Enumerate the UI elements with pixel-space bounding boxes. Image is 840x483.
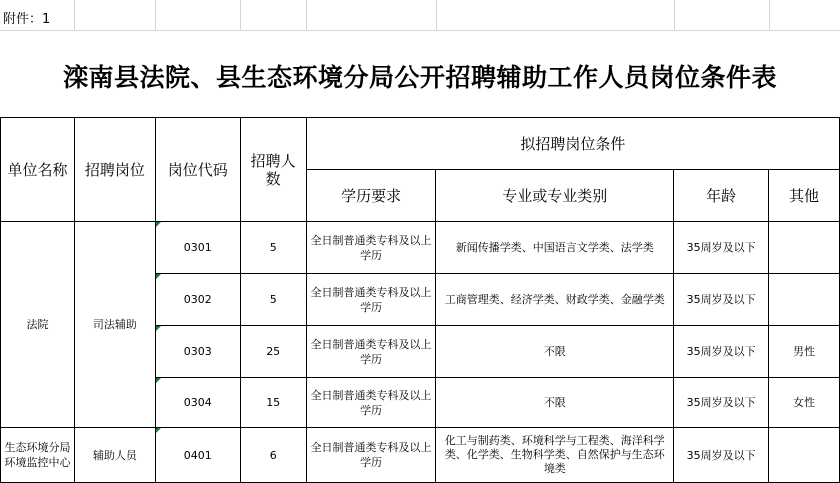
age-cell[interactable]: 35周岁及以下 (674, 378, 769, 428)
major-cell[interactable]: 工商管理类、经济学类、财政学类、金融学类 (436, 274, 674, 326)
header-count[interactable]: 招聘人数 (240, 118, 306, 222)
cell-comment-marker (156, 222, 161, 227)
post-cell[interactable]: 辅助人员 (74, 428, 155, 483)
education-cell[interactable]: 全日制普通类专科及以上学历 (306, 428, 436, 483)
unit-cell[interactable]: 法院 (1, 222, 75, 428)
code-value: 0302 (183, 293, 212, 306)
header-row-1 (1, 118, 840, 170)
code-value: 0401 (183, 448, 212, 462)
cell-comment-marker (156, 326, 161, 331)
education-cell[interactable]: 全日制普通类专科及以上学历 (306, 222, 436, 274)
code-value: 0303 (183, 345, 212, 358)
position-table (0, 117, 840, 483)
age-cell[interactable]: 35周岁及以下 (674, 222, 769, 274)
major-cell[interactable]: 化工与制药类、环境科学与工程类、海洋科学类、化学类、生物科学类、自然保护与生态环境类 (436, 428, 674, 483)
page-title: 滦南县法院、县生态环境分局公开招聘辅助工作人员岗位条件表 (62, 63, 777, 92)
attachment-label: 附件：1 (3, 12, 51, 27)
education-cell[interactable]: 全日制普通类专科及以上学历 (306, 326, 436, 378)
unit-cell[interactable]: 生态环境分局环境监控中心 (1, 428, 75, 483)
other-cell[interactable]: 女性 (769, 378, 840, 428)
code-cell[interactable] (155, 378, 240, 428)
count-cell[interactable]: 6 (240, 428, 306, 483)
code-value: 0301 (183, 241, 212, 254)
cell-comment-marker (156, 378, 161, 383)
code-cell[interactable] (155, 326, 240, 378)
code-value: 0304 (183, 396, 212, 409)
table-row (1, 222, 840, 274)
count-cell[interactable]: 15 (240, 378, 306, 428)
gridline-col (306, 0, 307, 30)
gridline-col (769, 0, 770, 30)
age-cell[interactable]: 35周岁及以下 (674, 274, 769, 326)
other-cell[interactable] (769, 428, 840, 483)
count-cell[interactable]: 5 (240, 274, 306, 326)
table-row (1, 428, 840, 483)
code-cell[interactable] (155, 222, 240, 274)
header-major[interactable]: 专业或专业类别 (436, 170, 674, 222)
gridline-row-1 (0, 0, 840, 31)
header-code[interactable]: 岗位代码 (155, 118, 240, 222)
header-age[interactable]: 年龄 (674, 170, 769, 222)
major-cell[interactable]: 不限 (436, 326, 674, 378)
major-cell[interactable]: 不限 (436, 378, 674, 428)
gridline-col (436, 0, 437, 30)
gridline-col (74, 0, 75, 30)
header-other[interactable]: 其他 (769, 170, 840, 222)
header-conditions[interactable]: 拟招聘岗位条件 (306, 118, 839, 170)
education-cell[interactable]: 全日制普通类专科及以上学历 (306, 274, 436, 326)
cell-comment-marker (156, 428, 161, 433)
header-unit[interactable]: 单位名称 (1, 118, 75, 222)
other-cell[interactable] (769, 222, 840, 274)
other-cell[interactable]: 男性 (769, 326, 840, 378)
cell-comment-marker (156, 274, 161, 279)
count-cell[interactable]: 25 (240, 326, 306, 378)
other-cell[interactable] (769, 274, 840, 326)
header-post[interactable]: 招聘岗位 (74, 118, 155, 222)
code-cell[interactable] (155, 428, 240, 483)
gridline-col (674, 0, 675, 30)
age-cell[interactable]: 35周岁及以下 (674, 326, 769, 378)
gridline-col (155, 0, 156, 30)
gridline-col (240, 0, 241, 30)
count-cell[interactable]: 5 (240, 222, 306, 274)
education-cell[interactable]: 全日制普通类专科及以上学历 (306, 378, 436, 428)
post-cell[interactable]: 司法辅助 (74, 222, 155, 428)
major-cell[interactable]: 新闻传播学类、中国语言文学类、法学类 (436, 222, 674, 274)
code-cell[interactable] (155, 274, 240, 326)
age-cell[interactable]: 35周岁及以下 (674, 428, 769, 483)
header-education[interactable]: 学历要求 (306, 170, 436, 222)
